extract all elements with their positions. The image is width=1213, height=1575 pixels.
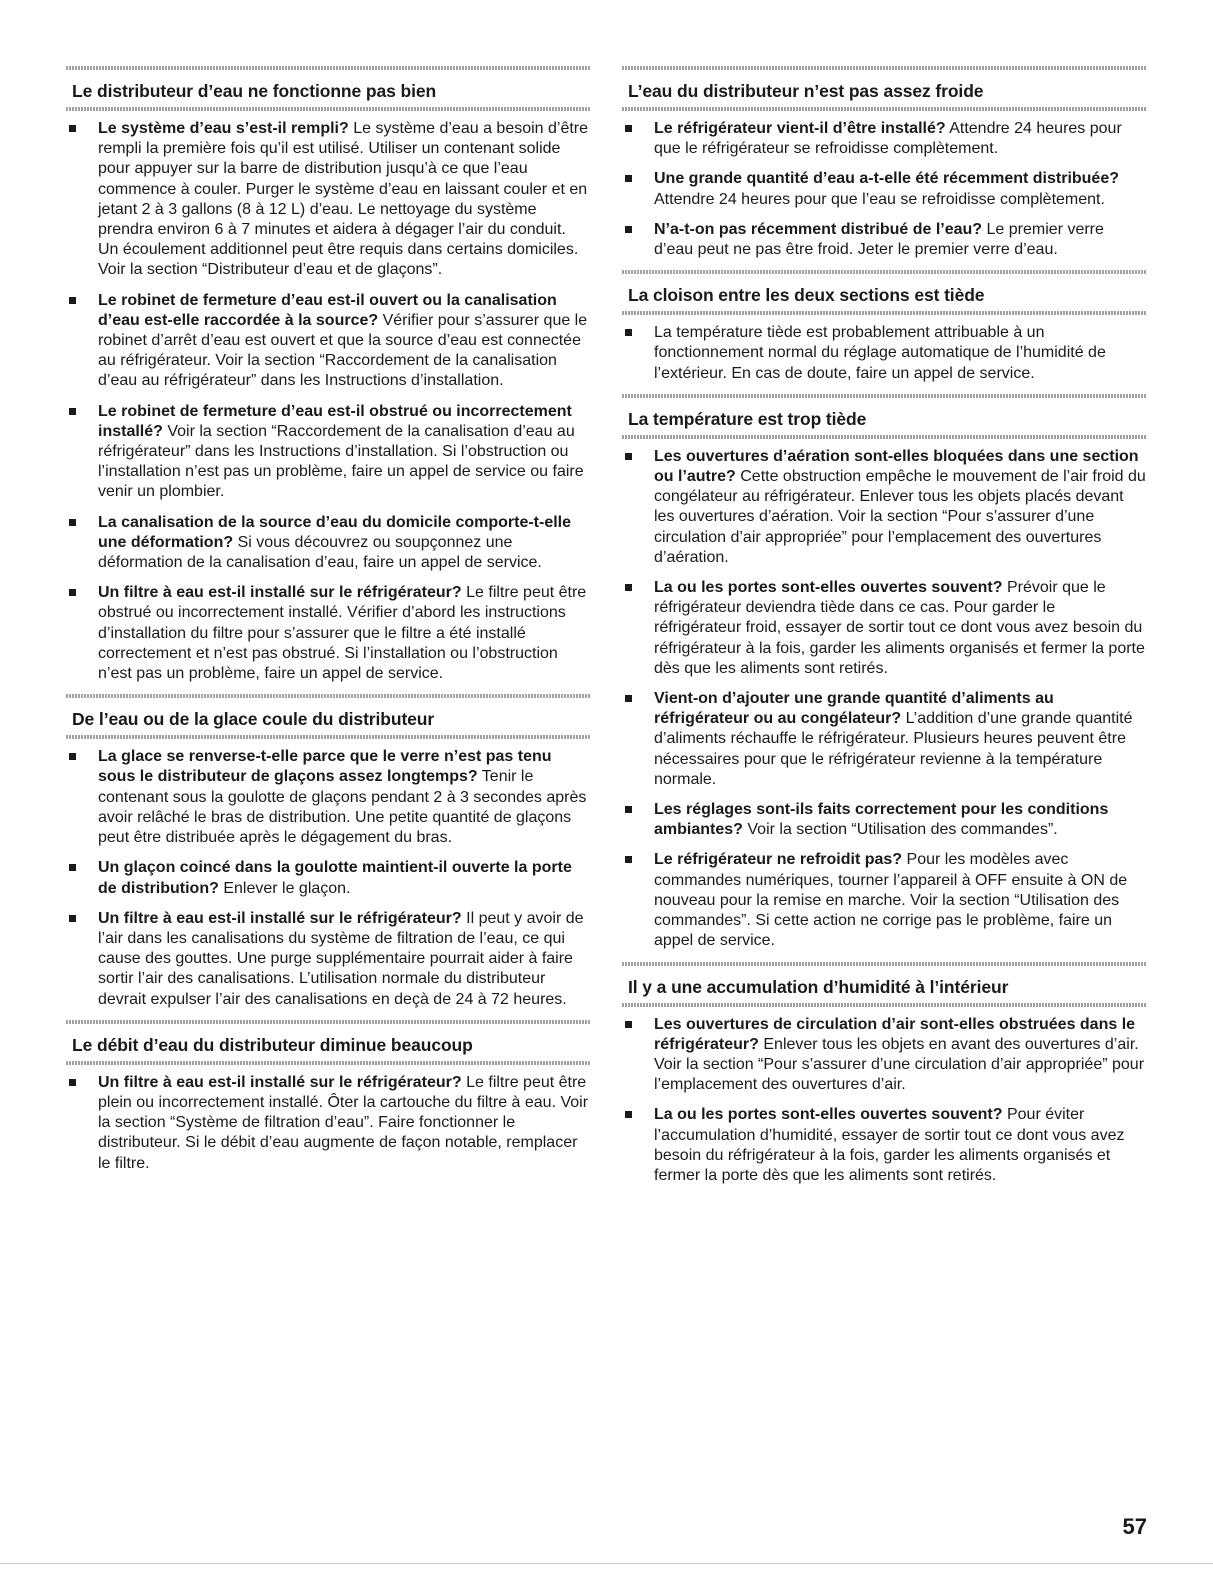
- list-item: [622, 850, 1146, 951]
- section-item-list: [66, 1073, 590, 1174]
- list-item: [622, 220, 1146, 260]
- section-heading: La température est trop tiède: [628, 408, 867, 429]
- section-bottom-rule: [622, 107, 1146, 111]
- section-bottom-rule: [622, 311, 1146, 315]
- item-answer: Attendre 24 heures pour que l’eau se refroidisse complètement.: [654, 190, 1105, 208]
- square-bullet-icon: [625, 856, 632, 863]
- item-answer: Il peut y avoir de l’air dans les canalisations du système de filtration de l’eau, ce qui cause des gouttes. Une purge supplémentaire pourrait aider à faire sortir l’air des canalisations. L’utilisation normale du distributeur devrait expulser l’air des canalisations en deçà de 24 à 72 heures.: [98, 909, 584, 1008]
- square-bullet-icon: [69, 519, 76, 526]
- section-top-rule: [66, 66, 590, 70]
- list-item: [66, 119, 590, 281]
- section-top-rule: [66, 694, 590, 698]
- item-answer: Le système d’eau a besoin d’être rempli la première fois qu’il est utilisé. Utiliser un contenant solide pour appuyer sur la barre de distribution jusqu’à ce que l’eau commence à couler. Purger le système d’eau en laissant couler et en jetant 2 à 3 gallons (8 à 12 L) d’eau. Le nettoyage du système prendra environ 6 à 7 minutes et aidera à dégager l’air du conduit. Un écoulement additionnel peut être requis dans certains domiciles. Voir la section “Distributeur d’eau et de glaçons”.: [98, 120, 589, 279]
- square-bullet-icon: [69, 125, 76, 132]
- section-bottom-rule: [66, 735, 590, 739]
- square-bullet-icon: [625, 584, 632, 591]
- item-question: Le système d’eau s’est-il rempli?: [98, 120, 349, 137]
- item-answer: L’addition d’une grande quantité d’aliments réchauffe le réfrigérateur. Plusieurs heures peuvent être nécessaires pour que le réfrigérateur revienne à la température normale.: [654, 710, 1133, 788]
- square-bullet-icon: [625, 125, 632, 132]
- list-item: [622, 689, 1146, 790]
- section-item-list: [622, 447, 1146, 952]
- square-bullet-icon: [625, 1111, 632, 1118]
- item-answer: Enlever tous les objets en avant des ouvertures d’air. Voir la section “Pour s’assurer d’une circulation d’air appropriée” pour l’emplacement des ouvertures d’air.: [654, 1035, 1145, 1094]
- square-bullet-icon: [625, 226, 632, 233]
- square-bullet-icon: [69, 915, 76, 922]
- section-heading: Le débit d’eau du distributeur diminue beaucoup: [72, 1034, 473, 1055]
- list-item: [66, 291, 590, 392]
- item-answer: Si vous découvrez ou soupçonnez une déformation de la canalisation d’eau, faire un appel de service.: [98, 533, 542, 572]
- section-top-rule: [622, 394, 1146, 398]
- troubleshooting-section: [622, 962, 1146, 1187]
- troubleshooting-section: [66, 694, 590, 1009]
- item-answer: Voir la section “Utilisation des commandes”.: [747, 821, 1058, 839]
- list-item: [66, 513, 590, 574]
- item-answer: Le premier verre d’eau peut ne pas être froid. Jeter le premier verre d’eau.: [654, 220, 1104, 259]
- item-answer: Le filtre peut être obstrué ou incorrectement installé. Vérifier d’abord les instructions d’installation du filtre pour s’assurer que le filtre a été installé correctement et n’est pas obstrué. Si l’installation ou l’obstruction n’est pas un problème, faire un appel de service.: [98, 584, 587, 683]
- footer-rule: [0, 1563, 1213, 1564]
- section-heading: Le distributeur d’eau ne fonctionne pas bien: [72, 81, 437, 101]
- item-question: La ou les portes sont-elles ouvertes souvent?: [654, 1106, 1003, 1124]
- section-heading: De l’eau ou de la glace coule du distributeur: [72, 709, 435, 730]
- list-item: [66, 909, 590, 1010]
- list-item: [66, 1073, 590, 1174]
- item-question: N’a-t-on pas récemment distribué de l’eau?: [654, 220, 983, 238]
- item-answer: Prévoir que le réfrigérateur deviendra tiède dans ce cas. Pour garder le réfrigérateur froid, essayer de sortir tout ce dont vous avez besoin du réfrigérateur à la fois, garder les aliments organisés et fermer la porte dès que les aliments sont retirés.: [654, 579, 1145, 677]
- section-heading: L’eau du distributeur n’est pas assez froide: [628, 81, 984, 101]
- item-question: Un filtre à eau est-il installé sur le réfrigérateur?: [98, 584, 462, 602]
- square-bullet-icon: [625, 806, 632, 813]
- item-answer: Pour les modèles avec commandes numériques, tourner l’appareil à OFF ensuite à ON de nouveau pour la remise en marche. Voir la section “Utilisation des commandes”. Si cette action ne corrige pas le problème, faire un appel de service.: [654, 851, 1128, 950]
- item-answer: Le filtre peut être plein ou incorrectement installé. Ôter la cartouche du filtre à eau. Voir la section “Système de filtration d’eau”. Faire fonctionner le distributeur. Si le débit d’eau augmente de façon notable, remplacer le filtre.: [98, 1073, 589, 1172]
- section-top-rule: [622, 270, 1146, 274]
- square-bullet-icon: [69, 408, 76, 415]
- item-question: Le réfrigérateur vient-il d’être installé?: [654, 120, 946, 137]
- item-question: La canalisation de la source d’eau du domicile comporte-t-elle une déformation?: [98, 513, 572, 551]
- square-bullet-icon: [625, 329, 632, 336]
- troubleshooting-section: [66, 66, 590, 684]
- item-question: Les réglages sont-ils faits correctement pour les conditions ambiantes?: [654, 801, 1109, 839]
- list-item: [66, 402, 590, 503]
- list-item: [66, 747, 590, 848]
- square-bullet-icon: [625, 175, 632, 182]
- square-bullet-icon: [625, 695, 632, 702]
- item-question: Une grande quantité d’eau a-t-elle été récemment distribuée?: [654, 170, 1119, 188]
- item-question: Le robinet de fermeture d’eau est-il ouvert ou la canalisation d’eau est-elle raccordée à la source?: [98, 291, 557, 329]
- section-bottom-rule: [66, 107, 590, 111]
- page-number: 57: [1122, 1514, 1147, 1539]
- square-bullet-icon: [69, 589, 76, 596]
- list-item: [622, 1015, 1146, 1096]
- square-bullet-icon: [69, 297, 76, 304]
- section-item-list: [66, 119, 590, 684]
- item-question: Le réfrigérateur ne refroidit pas?: [654, 851, 903, 869]
- item-question: Le robinet de fermeture d’eau est-il obstrué ou incorrectement installé?: [98, 402, 572, 440]
- section-heading: La cloison entre les deux sections est tiède: [628, 285, 985, 306]
- section-heading: Il y a une accumulation d’humidité à l’intérieur: [628, 976, 1009, 997]
- item-answer: Pour éviter l’accumulation d’humidité, essayer de sortir tout ce dont vous avez besoin du réfrigérateur à la fois, garder les aliments organisés et fermer la porte dès que les aliments sont retirés.: [654, 1106, 1125, 1184]
- right-column: [622, 66, 1146, 1196]
- item-question: La glace se renverse-t-elle parce que le verre n’est pas tenu sous le distributeur de glaçons assez longtemps?: [98, 748, 552, 786]
- left-column: [66, 66, 590, 1184]
- list-item: [622, 800, 1146, 840]
- item-question: Les ouvertures de circulation d’air sont-elles obstruées dans le réfrigérateur?: [654, 1015, 1136, 1053]
- section-bottom-rule: [66, 1061, 590, 1065]
- item-answer: Voir la section “Raccordement de la canalisation d’eau au réfrigérateur” dans les Instructions d’installation. Si l’obstruction ou l’installation n’est pas un problème, faire un appel de service ou faire venir un plombier.: [98, 422, 584, 501]
- list-item: [622, 169, 1146, 209]
- item-question: Vient-on d’ajouter une grande quantité d’aliments au réfrigérateur ou au congélateur?: [654, 690, 1054, 728]
- section-item-list: [622, 1015, 1146, 1187]
- section-top-rule: [66, 1020, 590, 1024]
- item-answer: Vérifier pour s’assurer que le robinet d’arrêt d’eau est ouvert et que la source d’eau est connectée au réfrigérateur. Voir la section “Raccordement de la canalisation d’eau au réfrigérateur” dans les Instructions d’installation.: [98, 311, 588, 390]
- item-question: Un filtre à eau est-il installé sur le réfrigérateur?: [98, 1073, 462, 1091]
- item-question: Les ouvertures d’aération sont-elles bloquées dans une section ou l’autre?: [654, 447, 1139, 486]
- square-bullet-icon: [69, 864, 76, 871]
- square-bullet-icon: [625, 1021, 632, 1028]
- item-answer: Attendre 24 heures pour que le réfrigérateur se refroidisse complètement.: [654, 120, 1122, 158]
- item-answer: Tenir le contenant sous la goulotte de glaçons pendant 2 à 3 secondes après avoir relâché le bras de distribution. Une petite quantité de glaçons peut être distribuée après le dégagement du bras.: [98, 768, 587, 847]
- section-top-rule: [622, 66, 1146, 70]
- section-top-rule: [622, 962, 1146, 966]
- list-item: [622, 447, 1146, 568]
- list-item: [66, 858, 590, 898]
- section-item-list: [66, 747, 590, 1009]
- section-item-list: [622, 119, 1146, 260]
- section-bottom-rule: [622, 1003, 1146, 1007]
- list-item: [622, 1105, 1146, 1186]
- list-item: [622, 119, 1146, 159]
- square-bullet-icon: [69, 753, 76, 760]
- section-bottom-rule: [622, 435, 1146, 439]
- item-answer: Enlever le glaçon.: [223, 879, 351, 897]
- item-answer: Cette obstruction empêche le mouvement de l’air froid du congélateur au réfrigérateur. Enlever tous les objets placés devant les ouvertures d’aération. Voir la section “Pour s’assurer d’une circulation d’air appropriée” pour l’emplacement des ouvertures d’aération.: [654, 468, 1146, 566]
- square-bullet-icon: [69, 1079, 76, 1086]
- item-question: Un glaçon coincé dans la goulotte maintient-il ouverte la porte de distribution?: [98, 859, 572, 897]
- troubleshooting-section: [622, 270, 1146, 384]
- item-question: Un filtre à eau est-il installé sur le réfrigérateur?: [98, 909, 462, 927]
- item-answer: La température tiède est probablement attribuable à un fonctionnement normal du réglage automatique de l’humidité de l’extérieur. En cas de doute, faire un appel de service.: [654, 324, 1106, 382]
- list-item: [66, 583, 590, 684]
- list-item: [622, 578, 1146, 679]
- square-bullet-icon: [625, 453, 632, 460]
- troubleshooting-section: [622, 66, 1146, 260]
- section-item-list: [622, 323, 1146, 384]
- troubleshooting-section: [622, 394, 1146, 952]
- list-item: [622, 323, 1146, 384]
- item-question: La ou les portes sont-elles ouvertes souvent?: [654, 579, 1003, 597]
- troubleshooting-section: [66, 1020, 590, 1174]
